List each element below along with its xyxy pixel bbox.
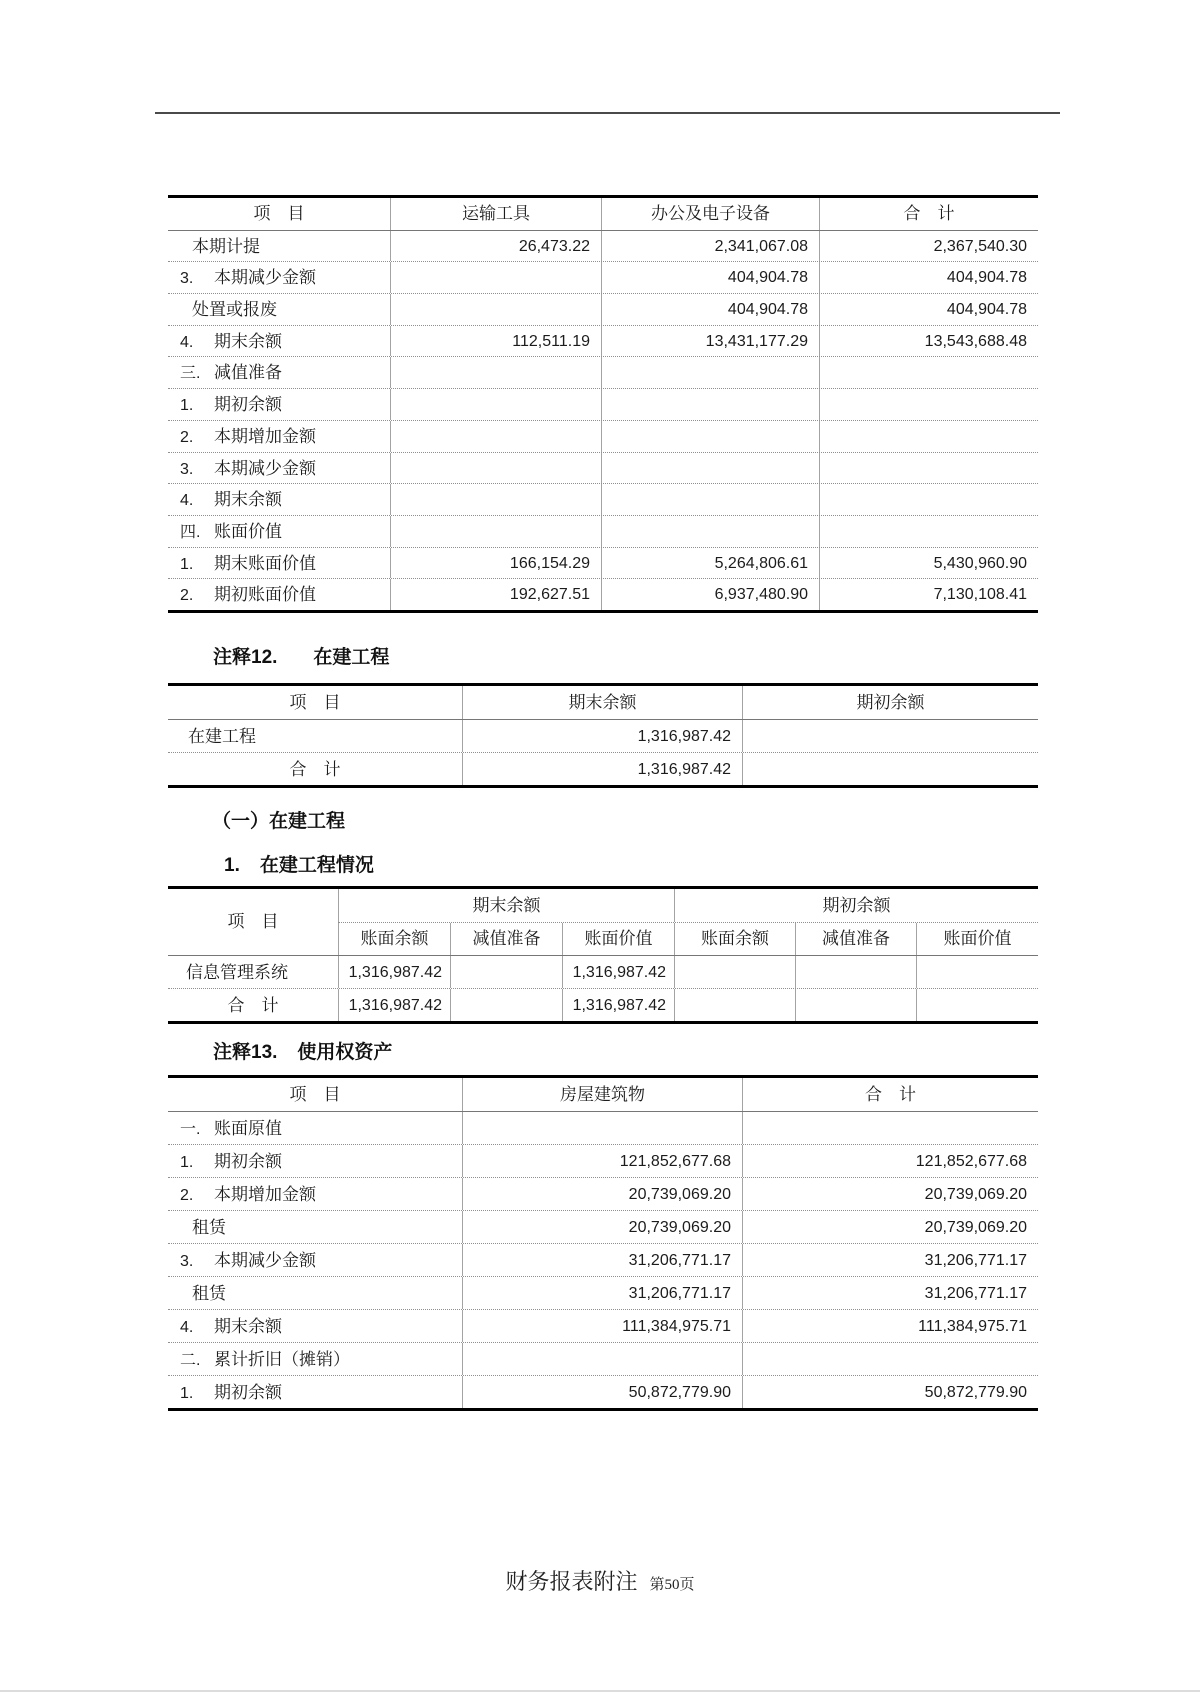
table-row [168,1111,1038,1144]
table-row [168,1243,1038,1276]
item-label: 本期减少金额 [214,268,316,288]
note13-title: 使用权资产 [297,1042,393,1063]
table-row [168,1342,1038,1375]
cell-item [168,389,390,420]
cip-summary-table [168,683,1038,788]
cell-value: 2,367,540.30 [819,231,1038,262]
item-label: 处置或报废 [192,300,277,320]
note12-number: 注释12. [213,647,278,668]
column-header: 账面价值 [562,923,674,955]
section2-title: 在建工程情况 [259,855,374,876]
section2-number: 1. [224,855,240,876]
cell-value [819,484,1038,515]
column-group-header: 期末余额 [338,889,674,922]
table-row [168,1210,1038,1243]
item-number: 1. [180,555,194,573]
cell-item [168,1376,462,1408]
cell-value [674,989,795,1021]
table-row [168,1276,1038,1309]
item-number: 二. [180,1352,201,1369]
item-label: 本期减少金额 [214,458,316,478]
cell-value: 121,852,677.68 [462,1145,742,1177]
table-header-row [168,1078,1038,1111]
cell-value [390,357,601,388]
item-number: 1. [180,397,194,415]
table-row [168,515,1038,547]
cell-item [168,1145,462,1177]
column-header: 办公及电子设备 [601,198,819,230]
column-header: 项 目 [227,912,279,931]
cell-value: 112,511.19 [390,326,601,357]
table-row [168,578,1038,610]
table-row [168,452,1038,484]
item-label: 期初余额 [214,1383,282,1402]
table-row [168,1144,1038,1177]
cell-value [390,421,601,452]
cell-item [168,548,390,579]
cell-value [462,1343,742,1375]
page-footer [0,1565,1200,1596]
column-header: 账面余额 [338,923,450,955]
column-header: 房屋建筑物 [462,1078,742,1111]
cell-value: 31,206,771.17 [462,1244,742,1276]
table-row [168,356,1038,388]
cell-value: 404,904.78 [601,294,819,325]
cell-value: 31,206,771.17 [462,1277,742,1309]
column-header: 运输工具 [390,198,601,230]
cell-value [462,1112,742,1144]
depreciation-table [168,195,1038,613]
table-row [168,1309,1038,1342]
cell-value [390,484,601,515]
column-header: 减值准备 [795,923,916,955]
cell-value: 20,739,069.20 [742,1211,1038,1243]
table-header-row [168,686,1038,719]
cell-item [168,1343,462,1375]
cell-value: 1,316,987.42 [462,720,742,752]
cell-value [916,956,1038,988]
item-label: 本期增加金额 [214,426,316,446]
cell-value: 13,543,688.48 [819,326,1038,357]
cell-value [819,389,1038,420]
section2-heading [224,850,374,877]
cell-item [168,484,390,515]
cell-value: 1,316,987.42 [338,956,450,988]
item-label: 账面原值 [214,1119,282,1138]
cell-value: 121,852,677.68 [742,1145,1038,1177]
item-label: 本期增加金额 [214,1185,316,1204]
cell-value [819,357,1038,388]
table-total-row [168,752,1038,785]
item-number: 4. [180,1319,194,1336]
column-header: 账面余额 [674,923,795,955]
item-label: 减值准备 [214,363,282,383]
table-row [168,261,1038,293]
cell-value [742,1112,1038,1144]
item-label: 租赁 [192,1218,226,1237]
item-label: 期初余额 [214,1152,282,1171]
cell-value: 1,316,987.42 [562,956,674,988]
item-number: 4. [180,333,194,351]
cell-value: 1,316,987.42 [562,989,674,1021]
column-header: 项 目 [253,204,305,223]
rou-assets-table [168,1075,1038,1411]
cell-value: 20,739,069.20 [462,1178,742,1210]
table-row [168,293,1038,325]
item-label: 累计折旧（摊销） [214,1350,350,1369]
section1-title: （一）在建工程 [212,811,346,832]
cell-value: 50,872,779.90 [462,1376,742,1408]
cell-item [168,579,390,610]
table-row [168,230,1038,262]
cell-value: 26,473.22 [390,231,601,262]
cip-detail-table [168,886,1038,1024]
item-label: 期末余额 [214,331,282,351]
cell-value [795,956,916,988]
item-label: 本期计提 [192,236,260,256]
cell-value [601,453,819,484]
cell-value: 111,384,975.71 [742,1310,1038,1342]
cell-item [168,1178,462,1210]
item-number: 1. [180,1385,194,1402]
table-row [168,1177,1038,1210]
cell-value: 5,430,960.90 [819,548,1038,579]
cell-item: 在建工程 [188,727,256,746]
cell-value [601,484,819,515]
cell-value: 20,739,069.20 [462,1211,742,1243]
cell-value: 111,384,975.71 [462,1310,742,1342]
cell-value: 1,316,987.42 [338,989,450,1021]
note12-title: 在建工程 [313,647,390,668]
cell-item [168,326,390,357]
footer-page-number: 第50页 [649,1577,695,1593]
cell-value: 13,431,177.29 [601,326,819,357]
item-number: 3. [180,1253,194,1270]
cell-item [168,453,390,484]
cell-item [168,1211,462,1243]
item-label: 期初余额 [214,395,282,415]
cell-item [168,421,390,452]
cell-value [742,753,1038,785]
item-number: 1. [180,1154,194,1171]
item-label: 期末余额 [214,1317,282,1336]
table-row [168,955,1038,988]
column-header: 账面价值 [916,923,1038,955]
cell-value: 7,130,108.41 [819,579,1038,610]
cell-value [916,989,1038,1021]
footer-doc-title: 财务报表附注 [505,1569,638,1594]
cell-value: 1,316,987.42 [462,753,742,785]
table-row [168,325,1038,357]
item-number: 3. [180,270,194,288]
header-groups [338,889,1038,955]
cell-value [390,453,601,484]
cell-value [450,989,562,1021]
cell-value [742,1343,1038,1375]
cell-value [601,421,819,452]
table-header [168,889,1038,955]
note13-number: 注释13. [213,1042,278,1063]
table-row [168,483,1038,515]
cell-value [390,389,601,420]
cell-value [390,516,601,547]
column-header: 减值准备 [450,923,562,955]
cell-value: 2,341,067.08 [601,231,819,262]
item-number: 四. [180,523,201,541]
item-number: 一. [180,1121,201,1138]
note13-heading [213,1037,392,1064]
column-header: 期初余额 [742,686,1038,719]
cell-value: 404,904.78 [819,262,1038,293]
cell-value: 31,206,771.17 [742,1277,1038,1309]
cell-item [168,294,390,325]
cell-item [168,357,390,388]
cell-value [819,516,1038,547]
note12-heading [213,642,389,669]
item-number: 2. [180,587,194,605]
cell-item [168,1310,462,1342]
cell-value [601,389,819,420]
cell-item [168,231,390,262]
cell-value [819,421,1038,452]
cell-value: 404,904.78 [819,294,1038,325]
table-row [168,420,1038,452]
cell-value [601,357,819,388]
item-number: 三. [180,365,201,383]
cell-value [390,294,601,325]
table-header-row [168,198,1038,230]
column-header: 期末余额 [462,686,742,719]
cell-value [819,453,1038,484]
column-group-header: 期初余额 [674,889,1038,922]
item-number: 3. [180,460,194,478]
cell-item: 合 计 [289,760,341,779]
cell-value: 192,627.51 [390,579,601,610]
item-label: 期末账面价值 [214,553,316,573]
table-total-row [168,988,1038,1021]
cell-value: 31,206,771.17 [742,1244,1038,1276]
cell-item [168,516,390,547]
cell-item [168,1244,462,1276]
item-label: 期末余额 [214,490,282,510]
header-group-row [338,889,1038,923]
cell-item [168,1277,462,1309]
column-header: 合 计 [742,1078,1038,1111]
cell-value: 166,154.29 [390,548,601,579]
bottom-rule [0,1690,1200,1692]
cell-value [795,989,916,1021]
item-label: 账面价值 [214,521,282,541]
item-label: 租赁 [192,1284,226,1303]
cell-value: 5,264,806.61 [601,548,819,579]
cell-item [168,1112,462,1144]
cell-value: 404,904.78 [601,262,819,293]
cell-value: 20,739,069.20 [742,1178,1038,1210]
cell-item [168,262,390,293]
table-row [168,719,1038,752]
item-number: 2. [180,428,194,446]
table-row [168,1375,1038,1408]
section1-heading [212,806,345,833]
header-rule [155,112,1060,114]
column-header: 合 计 [819,198,1038,230]
cell-value [601,516,819,547]
item-number: 4. [180,492,194,510]
item-number: 2. [180,1187,194,1204]
cell-value [742,720,1038,752]
cell-item: 信息管理系统 [186,963,288,982]
cell-value: 6,937,480.90 [601,579,819,610]
table-row [168,547,1038,579]
column-header: 项 目 [289,1085,341,1104]
cell-value [390,262,601,293]
cell-item: 合 计 [227,996,279,1015]
cell-value: 50,872,779.90 [742,1376,1038,1408]
item-label: 期初账面价值 [214,585,316,605]
header-sub-row [338,923,1038,955]
item-label: 本期减少金额 [214,1251,316,1270]
table-row [168,388,1038,420]
column-header: 项 目 [289,693,341,712]
cell-value [450,956,562,988]
cell-value [674,956,795,988]
